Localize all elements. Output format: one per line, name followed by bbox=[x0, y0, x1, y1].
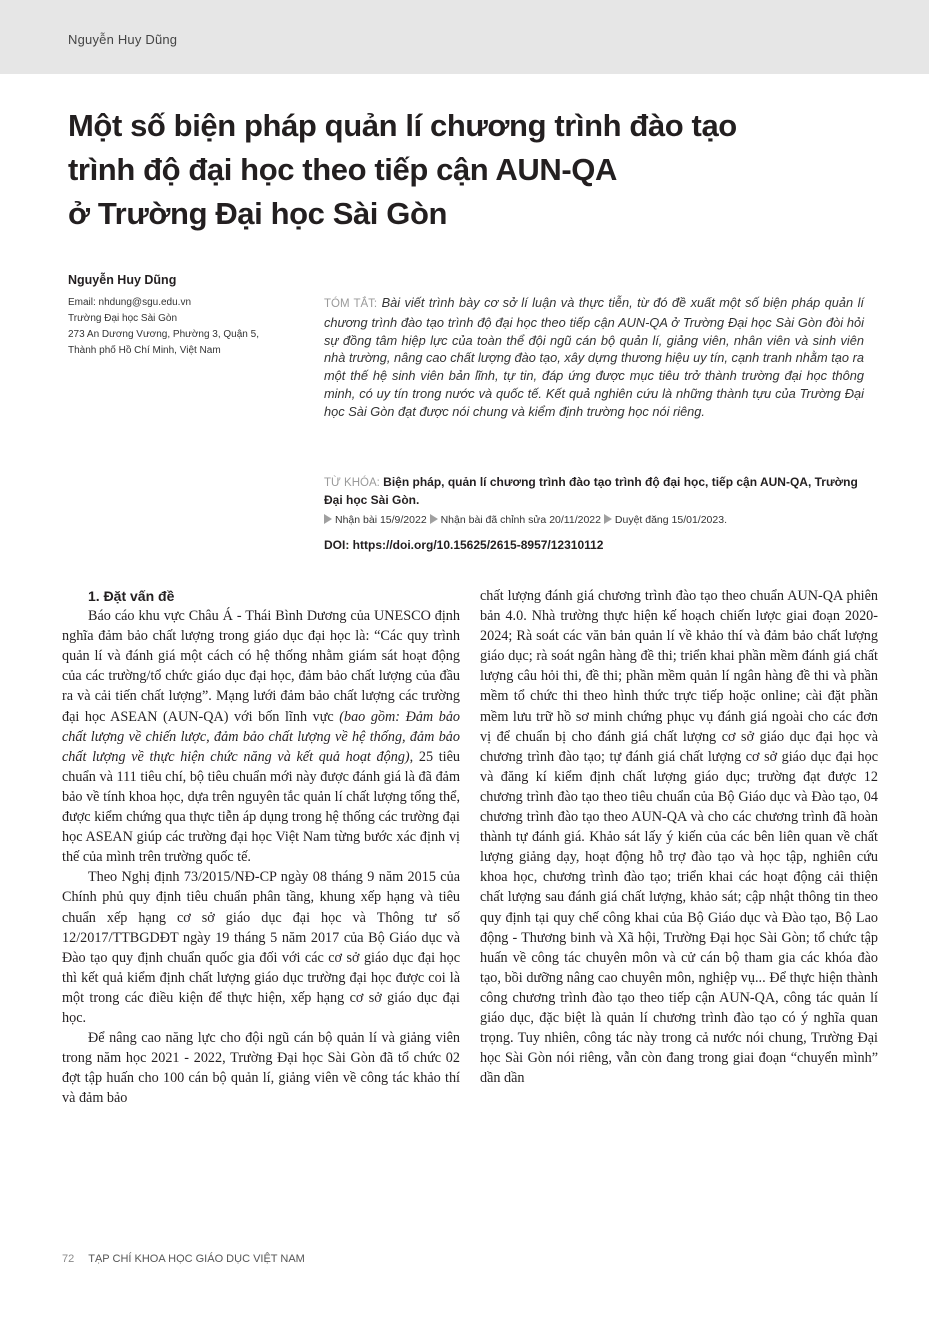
page-footer bbox=[62, 1253, 305, 1265]
date-received: Nhận bài 15/9/2022 bbox=[335, 514, 427, 526]
article-title bbox=[68, 104, 828, 236]
date-revised: Nhận bài đã chỉnh sửa 20/11/2022 bbox=[440, 514, 601, 526]
title-line: ở Trường Đại học Sài Gòn bbox=[68, 196, 448, 231]
author-email: Email: nhdung@sgu.edu.vn bbox=[68, 297, 192, 308]
author-name: Nguyễn Huy Dũng bbox=[68, 273, 177, 287]
paragraph-text: , 25 tiêu chuẩn và 111 tiêu chí, bộ tiêu chuẩn mới này được đánh giá là đã đảm bảo về tính khoa học, dựa trên nguyên tắc quản lí chất lượng tổng thể, được kiểm chứng qua thực tiễn áp dụng trong hệ thống các trường đại học ASEAN giúp các trường đại học Việt Nam từng bước xác định vị thế của mình trên trường quốc tế. bbox=[62, 748, 460, 866]
running-head: Nguyễn Huy Dũng bbox=[68, 32, 178, 47]
body-paragraph: Để nâng cao năng lực cho đội ngũ cán bộ quản lí và giảng viên trong năm học 2021 - 2022, Trường Đại học Sài Gòn đã tổ chức 02 đợt tập huấn cho 100 cán bộ quản lí, giảng viên về công tác khảo thí và đảm bảo bbox=[62, 1030, 460, 1107]
affiliation-line: 273 An Dương Vương, Phường 3, Quận 5, bbox=[68, 329, 259, 340]
paragraph-text: Báo cáo khu vực Châu Á - Thái Bình Dương của UNESCO định nghĩa đảm bảo chất lượng trong giáo dục đại học là: “Các quy trình quản lí và đánh giá một cách có hệ thống nhằm giám sát hoạt động của các trường/tổ chức giáo dục đại học, đảm bảo chất lượng của đầu ra và cải tiến chất lượng”. Mạng lưới đảm bảo chất lượng các trường đại học ASEAN (AUN-QA) với bốn lĩnh vực bbox=[62, 608, 460, 725]
date-accepted: Duyệt đăng 15/01/2023. bbox=[614, 514, 727, 526]
arrow-right-icon bbox=[604, 514, 612, 524]
affiliation-line: Trường Đại học Sài Gòn bbox=[68, 313, 178, 324]
body-column-left bbox=[62, 586, 460, 1108]
keywords-label: TỪ KHÓA: bbox=[324, 477, 380, 489]
body-paragraph bbox=[62, 606, 460, 867]
keywords-text: Biện pháp, quản lí chương trình đào tạo trình độ đại học, tiếp cận AUN-QA, Trường Đại học Sài Gòn. bbox=[324, 475, 858, 507]
title-line: Một số biện pháp quản lí chương trình đào tạo bbox=[68, 108, 737, 143]
arrow-right-icon bbox=[430, 514, 438, 524]
body-paragraph: chất lượng đánh giá chương trình đào tạo theo chuẩn AUN-QA phiên bản 4.0. Nhà trường thực hiện kế hoạch chiến lược giai đoạn 2020-2024; Rà soát các văn bản quản lí về khảo thí và đảm bảo chất lượng giáo dục; rà soát ngân hàng đề thi; triển khai phần mềm đánh giá chất lượng câu hỏi thi, đề thi; phần mềm quản lí ngân hàng đề thi và phần mềm tổ chức thi theo hình thức trực tiếp hoặc online; cài đặt phần mềm lưu trữ hồ sơ minh chứng phục vụ đánh giá ngoài cho các đơn vị để chuẩn bị cho đánh giá chất lượng cơ sở giáo dục đại học và chương trình đào tạo; tự đánh giá chất lượng cơ sở giáo dục đại học và đăng kí kiểm định chất lượng giáo dục; trường đạt được 12 chương trình đào tạo theo tiêu chuẩn của Bộ Giáo dục và Đào tạo, 04 chương trình đào tạo theo AUN-QA và cho các chương trình đã hoàn thành tự đánh giá. Khảo sát lấy ý kiến của các bên liên quan về chất lượng giảng dạy, hoạt động hỗ trợ đào tạo và học tập, nghiên cứu khoa học, chương trình đào tạo; triển khai các hoạt động cải thiện chất lượng sau đánh giá chất lượng, khảo sát; cập nhật thông tin theo quy định tại quy chế công khai của Bộ Giáo dục và Đào tạo, Bộ Lao động - Thương binh và Xã hội, Trường Đại học Sài Gòn; tổ chức tập huấn về công tác chuyên môn và cử cán bộ tham gia các khóa đào tạo, bồi dưỡng nâng cao chuyên môn, nghiệp vụ... Để thực hiện thành công chương trình đào tạo theo tiếp cận AUN-QA, công tác quản lí giáo dục, đặc biệt là quản lí chương trình đào tạo có ý nghĩa quan trọng. Tuy nhiên, công tác này trong cả nước nói chung, Trường Đại học Sài Gòn nói riêng, vẫn còn đang trong giai đoạn “chuyển mình” dần dần bbox=[480, 588, 878, 1087]
author-affiliation bbox=[68, 295, 259, 359]
title-line: trình độ đại học theo tiếp cận AUN-QA bbox=[68, 152, 617, 187]
section-heading: 1. Đặt vấn đề bbox=[88, 588, 175, 604]
journal-name: TẠP CHÍ KHOA HỌC GIÁO DỤC VIỆT NAM bbox=[88, 1253, 305, 1265]
page-number: 72 bbox=[62, 1253, 75, 1265]
article-dates bbox=[324, 514, 884, 526]
abstract bbox=[324, 294, 864, 421]
doi-link[interactable]: DOI: https://doi.org/10.15625/2615-8957/12310112 bbox=[324, 538, 604, 552]
arrow-right-icon bbox=[324, 514, 332, 524]
keywords bbox=[324, 474, 864, 509]
body-column-right bbox=[480, 586, 878, 1088]
affiliation-line: Thành phố Hồ Chí Minh, Việt Nam bbox=[68, 345, 221, 356]
abstract-label: TÓM TẮT: bbox=[324, 298, 378, 310]
abstract-text: Bài viết trình bày cơ sở lí luận và thực tiễn, từ đó đề xuất một số biện pháp quản lí chương trình đào tạo trình độ đại học theo tiếp cận AUN-QA ở Trường Đại học Sài Gòn đòi hỏi sự đồng tâm hiệp lực của toàn thể đội ngũ cán bộ quản lí, giảng viên, nhân viên và sinh viên nhà trường, nâng cao chất lượng đào tạo, xây dựng thương hiệu uy tín, cạnh tranh nhằm tạo ra một thế hệ sinh viên bản lĩnh, tự tin, đáp ứng được mục tiêu trở thành trường đại học thông minh, có uy tín trong nước và quốc tế. Kết quả nghiên cứu là những thành tựu của Trường Đại học Sài Gòn đạt được nói chung và kiểm định trường học nói riêng. bbox=[324, 295, 864, 419]
body-paragraph: Theo Nghị định 73/2015/NĐ-CP ngày 08 tháng 9 năm 2015 của Chính phủ quy định tiêu chuẩn phân tầng, khung xếp hạng và tiêu chuẩn xếp hạng cơ sở giáo dục đại học và Thông tư số 12/2017/TTBGDĐT ngày 19 tháng 5 năm 2017 của Bộ Giáo dục và Đào tạo quy định chuẩn quốc gia đối với các cơ sở giáo dục đại học thì kết quả kiểm định chất lượng giáo dục trường đại học được coi là một trong các điều kiện để thực hiện, xếp hạng cơ sở giáo dục đại học. bbox=[62, 869, 460, 1026]
paragraph-italic-text: (bao gồm: Đảm bảo chất lượng về chiến lược, đảm bảo chất lượng về hệ thống, đảm bảo chất lượng về thực hiện chức năng và kết quả hoạt động) bbox=[62, 708, 461, 765]
